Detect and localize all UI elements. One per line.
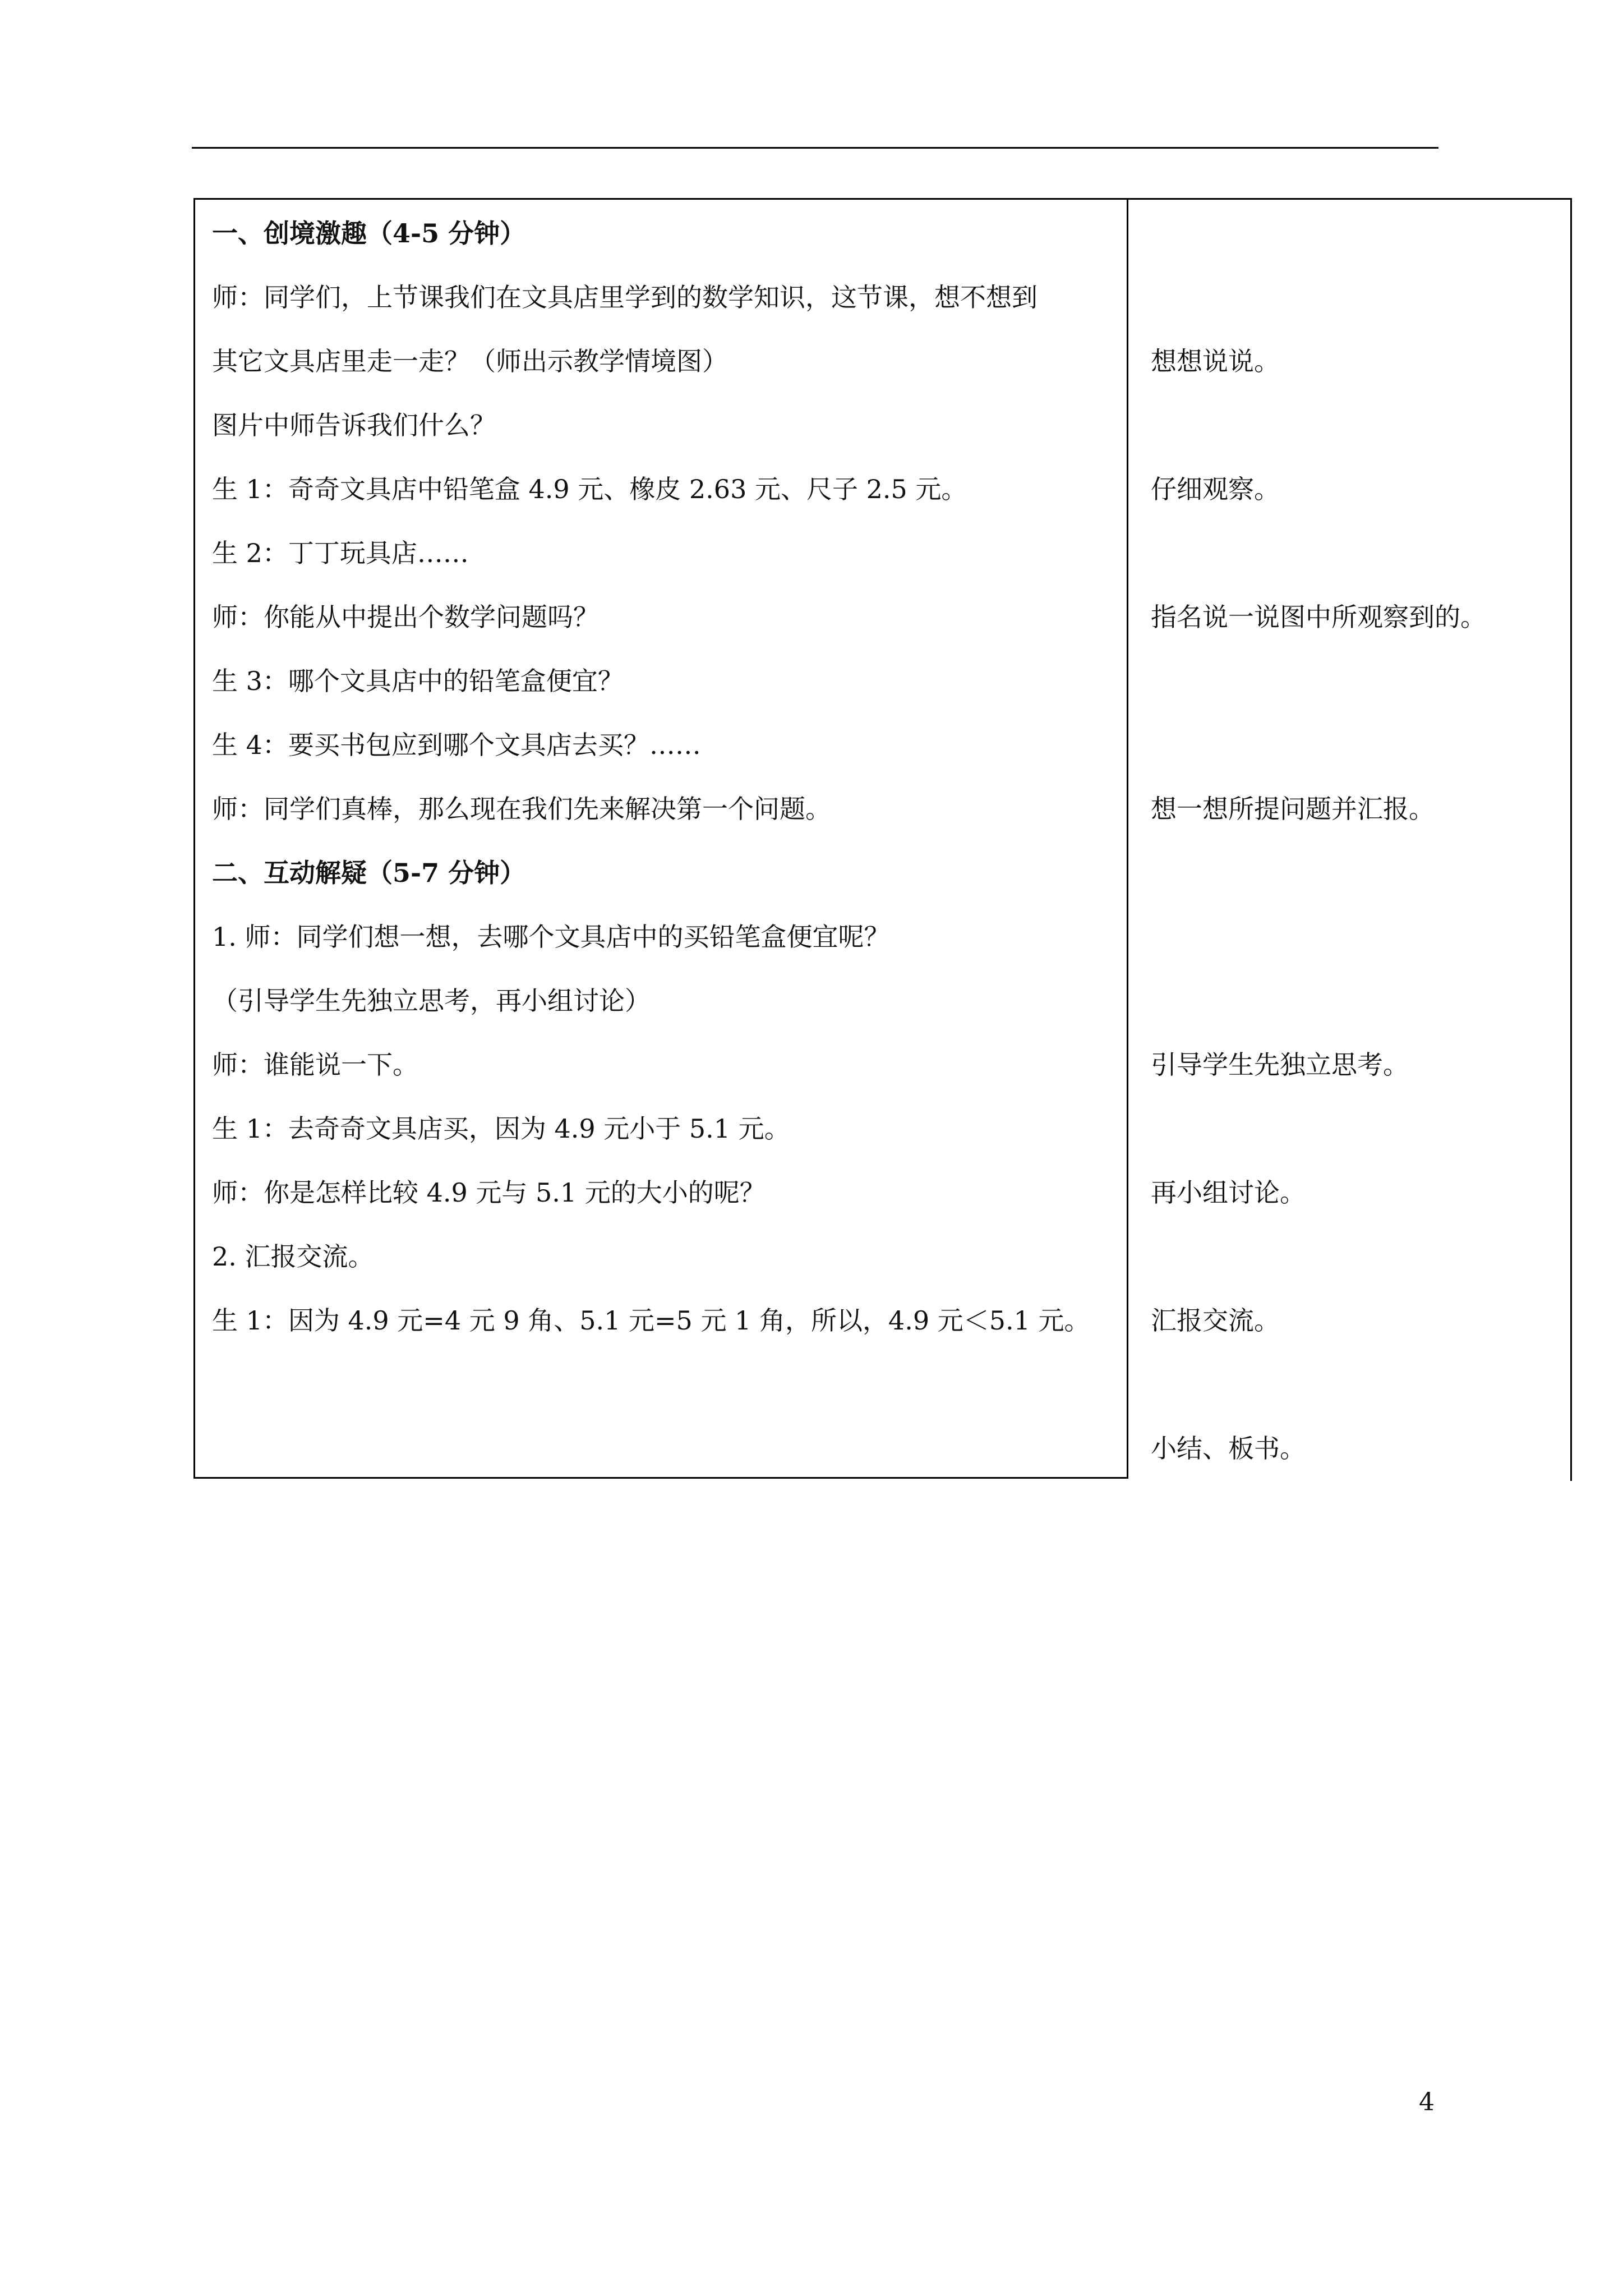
teaching-process-cell (193, 198, 1128, 1479)
lesson-plan-table (193, 198, 1572, 1481)
activity-note: 仔细观察。 (1151, 474, 1280, 504)
activity-note: 小结、板书。 (1151, 1433, 1306, 1464)
header-rule (192, 147, 1438, 149)
text-line: 1. 师：同学们想一想，去哪个文具店中的买铅笔盒便宜呢？ (212, 922, 890, 952)
activity-note: 引导学生先独立思考。 (1151, 1050, 1409, 1080)
activity-note: 想想说说。 (1151, 346, 1280, 376)
text-line: （引导学生先独立思考，再小组讨论） (212, 986, 651, 1016)
text-line: 生 3：哪个文具店中的铅笔盒便宜？ (212, 666, 624, 696)
activity-note: 再小组讨论。 (1151, 1177, 1306, 1208)
text-line: 其它文具店里走一走？（师出示教学情境图） (212, 346, 728, 376)
text-line: 师：你能从中提出个数学问题吗？ (212, 602, 599, 632)
text-line: 2. 汇报交流。 (212, 1241, 374, 1272)
text-line: 生 1：奇奇文具店中铅笔盒 4.9 元、橡皮 2.63 元、尺子 2.5 元。 (212, 474, 967, 504)
text-line: 师：同学们，上节课我们在文具店里学到的数学知识，这节课，想不想到 (212, 282, 1038, 312)
page-number: 4 (1419, 2088, 1435, 2116)
student-activity-cell (1128, 198, 1572, 1481)
text-line: 师：同学们真棒，那么现在我们先来解决第一个问题。 (212, 794, 831, 824)
activity-note: 汇报交流。 (1151, 1305, 1280, 1336)
text-line: 生 4：要买书包应到哪个文具店去买？…… (212, 730, 701, 760)
text-line: 图片中师告诉我们什么？ (212, 410, 496, 440)
text-line: 师：谁能说一下。 (212, 1050, 418, 1080)
section-heading-1: 一、创境激趣（4-5 分钟） (212, 218, 526, 249)
activity-note: 指名说一说图中所观察到的。 (1151, 602, 1486, 632)
text-line: 生 2：丁丁玩具店…… (212, 538, 469, 568)
activity-note: 想一想所提问题并汇报。 (1151, 794, 1435, 824)
section-heading-2: 二、互动解疑（5-7 分钟） (212, 858, 526, 888)
text-line: 生 1：因为 4.9 元=4 元 9 角、5.1 元=5 元 1 角，所以，4.9 元＜5.1 元。 (212, 1305, 1090, 1336)
text-line: 生 1：去奇奇文具店买，因为 4.9 元小于 5.1 元。 (212, 1114, 790, 1144)
text-line: 师：你是怎样比较 4.9 元与 5.1 元的大小的呢？ (212, 1177, 766, 1208)
